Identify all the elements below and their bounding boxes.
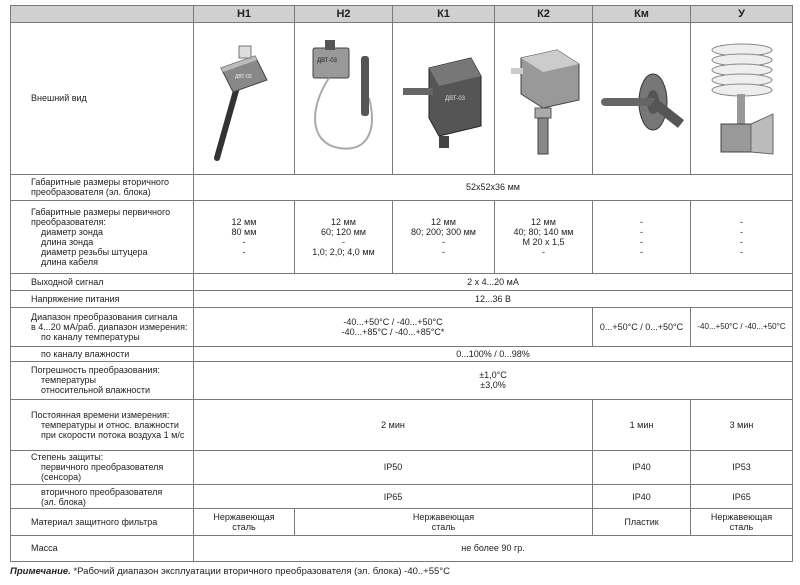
value: 12 мм (531, 216, 556, 227)
accuracy-label-cell (11, 361, 194, 399)
value: - (740, 216, 743, 227)
time-label-cell (11, 400, 194, 451)
accuracy-values (194, 361, 793, 399)
value: - (640, 236, 643, 247)
value: - (542, 246, 545, 257)
filter-km: Пластик (593, 509, 691, 535)
header-row (11, 6, 793, 23)
value: 80 мм (231, 226, 257, 237)
header-km: Км (593, 6, 691, 23)
primary-size-label-cell (11, 201, 194, 274)
mass-label: Масса (11, 535, 194, 561)
range-label-1: Диапазон преобразования сигнала (31, 311, 178, 322)
appearance-label: Внешний вид (11, 23, 194, 175)
value: 80; 200; 300 мм (411, 226, 476, 237)
protection-secondary-u: IP65 (691, 485, 793, 509)
output-row (11, 273, 793, 290)
secondary-size-value: 52х52х36 мм (194, 174, 793, 200)
accuracy-label: Погрешность преобразования: (31, 365, 160, 376)
time-row (11, 400, 793, 451)
sensor-h1-image (199, 28, 289, 168)
protection-primary-label-1: первичного преобразователя (41, 462, 164, 473)
filter-row (11, 509, 793, 535)
protection-secondary-row (11, 485, 793, 509)
h1-product-label: ДВТ-03 (235, 74, 252, 81)
secondary-size-label: Габаритные размеры вторичного преобразователя (эл. блока) (11, 174, 194, 200)
filter-u-line-2: сталь (729, 521, 754, 532)
range-label-2: в 4...20 мА/раб. диапазон измерения: (31, 321, 188, 332)
accuracy-temp-label: температуры (41, 375, 97, 386)
filter-h1 (194, 509, 295, 535)
header-k1: К1 (393, 6, 495, 23)
primary-size-h1 (194, 201, 295, 274)
accuracy-hum-label: относительной влажности (41, 385, 151, 396)
range-temp-line-2: -40...+85°С / -40...+85°С* (341, 326, 445, 337)
spec-table (10, 5, 793, 562)
filter-mid-line-2: сталь (431, 521, 456, 532)
sensor-km-image (597, 28, 687, 168)
primary-size-row (11, 201, 793, 274)
range-hum-label: по каналу влажности (41, 348, 130, 359)
filter-mid-line-1: Нержавеющая (412, 511, 475, 522)
filter-mid (295, 509, 593, 535)
footnote (10, 566, 450, 577)
filter-h1-line-2: сталь (232, 521, 256, 532)
value: - (442, 246, 445, 257)
primary-size-km (593, 201, 691, 274)
range-temp-hk (194, 308, 593, 346)
thread-diameter-label: диаметр резьбы штуцера (41, 246, 148, 257)
protection-secondary-label-cell (11, 485, 194, 509)
value: 12 мм (231, 216, 257, 227)
value: - (640, 246, 643, 257)
filter-label: Материал защитного фильтра (11, 509, 194, 535)
time-u: 3 мин (691, 400, 793, 451)
range-temp-row (11, 308, 793, 346)
value: - (242, 246, 246, 257)
primary-size-k2 (495, 201, 593, 274)
protection-secondary-label-1: вторичного преобразователя (41, 486, 163, 497)
value: - (640, 226, 643, 237)
value: М 20 х 1,5 (522, 236, 565, 247)
protection-primary-u: IP53 (691, 450, 793, 484)
value: - (740, 236, 743, 247)
header-empty (11, 6, 194, 23)
supply-label: Напряжение питания (11, 291, 194, 308)
time-km: 1 мин (593, 400, 691, 451)
protection-secondary-label-2: (эл. блока) (41, 496, 86, 507)
photo-k2 (495, 23, 593, 175)
protection-primary-row (11, 450, 793, 484)
protection-secondary-main: IP65 (194, 485, 593, 509)
k1-product-label: ДВТ-03 (444, 96, 465, 103)
primary-size-h2 (295, 201, 393, 274)
protection-secondary-km: IP40 (593, 485, 691, 509)
protection-primary-label-2: (сенсора) (41, 472, 82, 483)
filter-u-line-1: Нержавеющая (710, 511, 773, 522)
protection-primary-km: IP40 (593, 450, 691, 484)
header-h1: Н1 (194, 6, 295, 23)
primary-size-k1 (393, 201, 495, 274)
value: 1,0; 2,0; 4,0 мм (312, 246, 375, 257)
accuracy-hum-value: ±3,0% (480, 380, 506, 391)
filter-h1-line-1: Нержавеющая (213, 511, 275, 522)
filter-u (691, 509, 793, 535)
protection-primary-main: IP50 (194, 450, 593, 484)
appearance-row (11, 23, 793, 175)
h2-product-label: ДВТ-03 (316, 58, 337, 65)
range-label-cell (11, 308, 194, 346)
range-hum-row (11, 346, 793, 361)
time-sub-1: температуры и относ. влажности (41, 419, 179, 430)
time-main: 2 мин (194, 400, 593, 451)
value: 40; 80; 140 мм (513, 226, 574, 237)
photo-u (691, 23, 793, 175)
primary-size-label: Габаритные размеры первичного преобразователя: (31, 206, 171, 227)
range-hum-value: 0...100% / 0...98% (194, 346, 793, 361)
supply-value: 12...36 В (194, 291, 793, 308)
protection-label-cell (11, 450, 194, 484)
photo-km (593, 23, 691, 175)
mass-row (11, 535, 793, 561)
value: 12 мм (431, 216, 456, 227)
sensor-h2-image (299, 28, 389, 168)
photo-k1 (393, 23, 495, 175)
range-hum-label-cell (11, 346, 194, 361)
header-h2: Н2 (295, 6, 393, 23)
sensor-k1-image (399, 28, 489, 168)
primary-size-u (691, 201, 793, 274)
value: - (342, 236, 345, 247)
range-temp-label: по каналу температуры (41, 331, 140, 342)
range-temp-km: 0...+50°С / 0...+50°С (593, 308, 691, 346)
accuracy-row (11, 361, 793, 399)
time-sub-2: при скорости потока воздуха 1 м/с (41, 429, 185, 440)
supply-row (11, 291, 793, 308)
value: 60; 120 мм (321, 226, 366, 237)
time-label: Постоянная времени измерения: (31, 409, 170, 420)
value: - (242, 236, 246, 247)
output-label: Выходной сигнал (11, 273, 194, 290)
photo-h1 (194, 23, 295, 175)
photo-h2 (295, 23, 393, 175)
value: - (740, 246, 743, 257)
header-u: У (691, 6, 793, 23)
cable-length-label: длина кабеля (41, 256, 99, 267)
range-temp-line-1: -40...+50°С / -40...+50°С (343, 316, 443, 327)
sensor-u-image (697, 28, 787, 168)
protection-label: Степень защиты: (31, 452, 104, 463)
footnote-title: Примечание. (10, 566, 71, 577)
probe-length-label: длина зонда (41, 236, 94, 247)
header-k2: К2 (495, 6, 593, 23)
sensor-k2-image (499, 28, 589, 168)
secondary-size-row (11, 174, 793, 200)
accuracy-temp-value: ±1,0°С (479, 370, 507, 381)
value: - (740, 226, 743, 237)
value: 12 мм (331, 216, 356, 227)
range-temp-u: -40...+50°С / -40...+50°С (691, 308, 793, 346)
output-value: 2 х 4...20 мА (194, 273, 793, 290)
value: - (442, 236, 445, 247)
probe-diameter-label: диаметр зонда (41, 226, 104, 237)
mass-value: не более 90 гр. (194, 535, 793, 561)
footnote-text: *Рабочий диапазон эксплуатации вторичного преобразователя (эл. блока) -40..+55°С (70, 566, 450, 577)
value: - (640, 216, 643, 227)
